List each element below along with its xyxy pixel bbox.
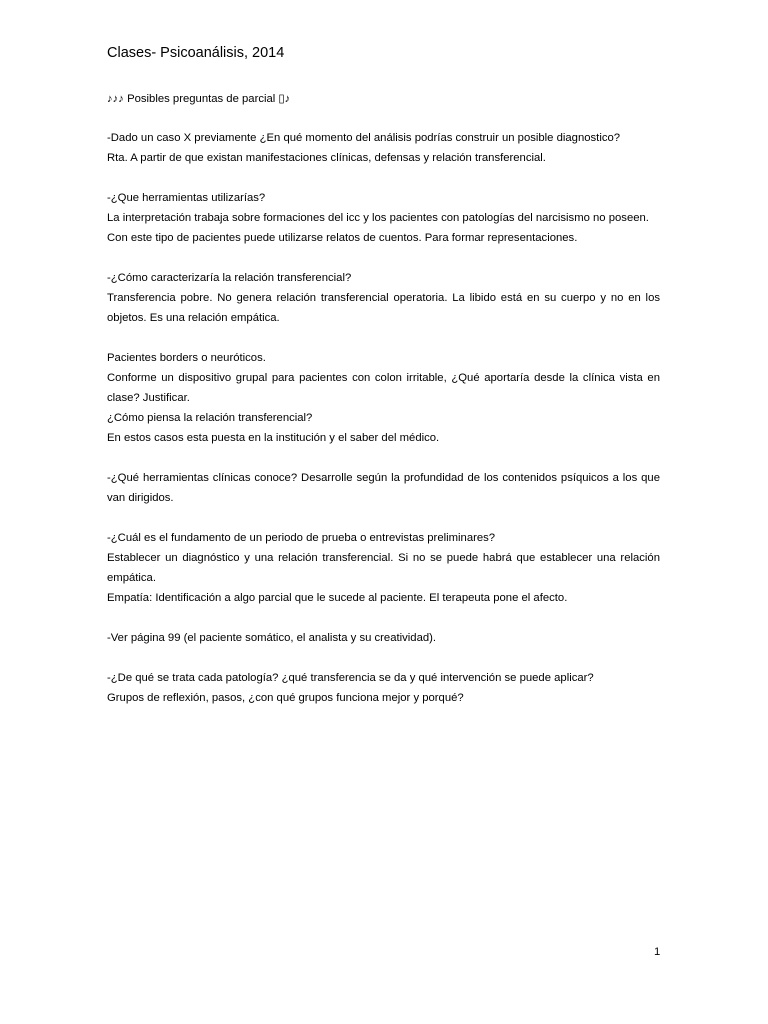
text-line: -Ver página 99 (el paciente somático, el analista y su creatividad).: [107, 632, 437, 644]
paragraph-pacientes-borders: [107, 348, 660, 448]
question-line: ¿Cómo piensa la relación transferencial?: [107, 412, 313, 424]
paragraph-relacion-transferencial: [107, 268, 660, 328]
paragraph-herramientas-clinicas: [107, 468, 660, 508]
document-title: Clases- Psicoanálisis, 2014: [107, 45, 285, 61]
document-body: [107, 128, 660, 708]
answer-line: Establecer un diagnóstico y una relación transferencial. Si no se puede habrá que establecer una relación: [107, 552, 660, 564]
question-line: -Dado un caso X previamente ¿En qué momento del análisis podrías construir un posible diagnostico?: [107, 132, 621, 144]
answer-line: Rta. A partir de que existan manifestaciones clínicas, defensas y relación transferencial.: [107, 152, 546, 164]
page-number: 1: [654, 946, 661, 958]
answer-line: En estos casos esta puesta en la institución y el saber del médico.: [107, 432, 440, 444]
answer-line: Transferencia pobre. No genera relación transferencial operatoria. La libido está en su cuerpo y no en los: [107, 292, 660, 304]
answer-line: objetos. Es una relación empática.: [107, 312, 280, 324]
question-line: Grupos de reflexión, pasos, ¿con qué grupos funciona mejor y porqué?: [107, 692, 464, 704]
question-line: clase? Justificar.: [107, 392, 190, 404]
question-line: -¿De qué se trata cada patología? ¿qué transferencia se da y qué intervención se puede aplicar?: [107, 672, 594, 684]
paragraph-periodo-prueba: [107, 528, 660, 608]
document-subtitle: ♪♪♪ Posibles preguntas de parcial ▯♪: [107, 93, 291, 105]
question-line: Conforme un dispositivo grupal para pacientes con colon irritable, ¿Qué aportaría desde la clínica vista en: [107, 372, 660, 384]
answer-line: Con este tipo de pacientes puede utilizarse relatos de cuentos. Para formar representaciones.: [107, 232, 578, 244]
answer-line: Empatía: Identificación a algo parcial que le sucede al paciente. El terapeuta pone el afecto.: [107, 592, 568, 604]
question-line: van dirigidos.: [107, 492, 174, 504]
question-line: -¿Qué herramientas clínicas conoce? Desarrolle según la profundidad de los contenidos psíquicos a los que: [107, 472, 660, 484]
question-line: -¿Cuál es el fundamento de un periodo de prueba o entrevistas preliminares?: [107, 532, 496, 544]
paragraph-patologia: [107, 668, 660, 708]
paragraph-ver-pagina: [107, 628, 660, 648]
paragraph-diagnostico: [107, 128, 660, 168]
question-line: -¿Cómo caracterizaría la relación transferencial?: [107, 272, 352, 284]
question-line: -¿Que herramientas utilizarías?: [107, 192, 266, 204]
text-line: Pacientes borders o neuróticos.: [107, 352, 266, 364]
answer-line: empática.: [107, 572, 156, 584]
answer-line: La interpretación trabaja sobre formaciones del icc y los pacientes con patologías del narcisismo no poseen.: [107, 212, 649, 224]
paragraph-herramientas: [107, 188, 660, 248]
